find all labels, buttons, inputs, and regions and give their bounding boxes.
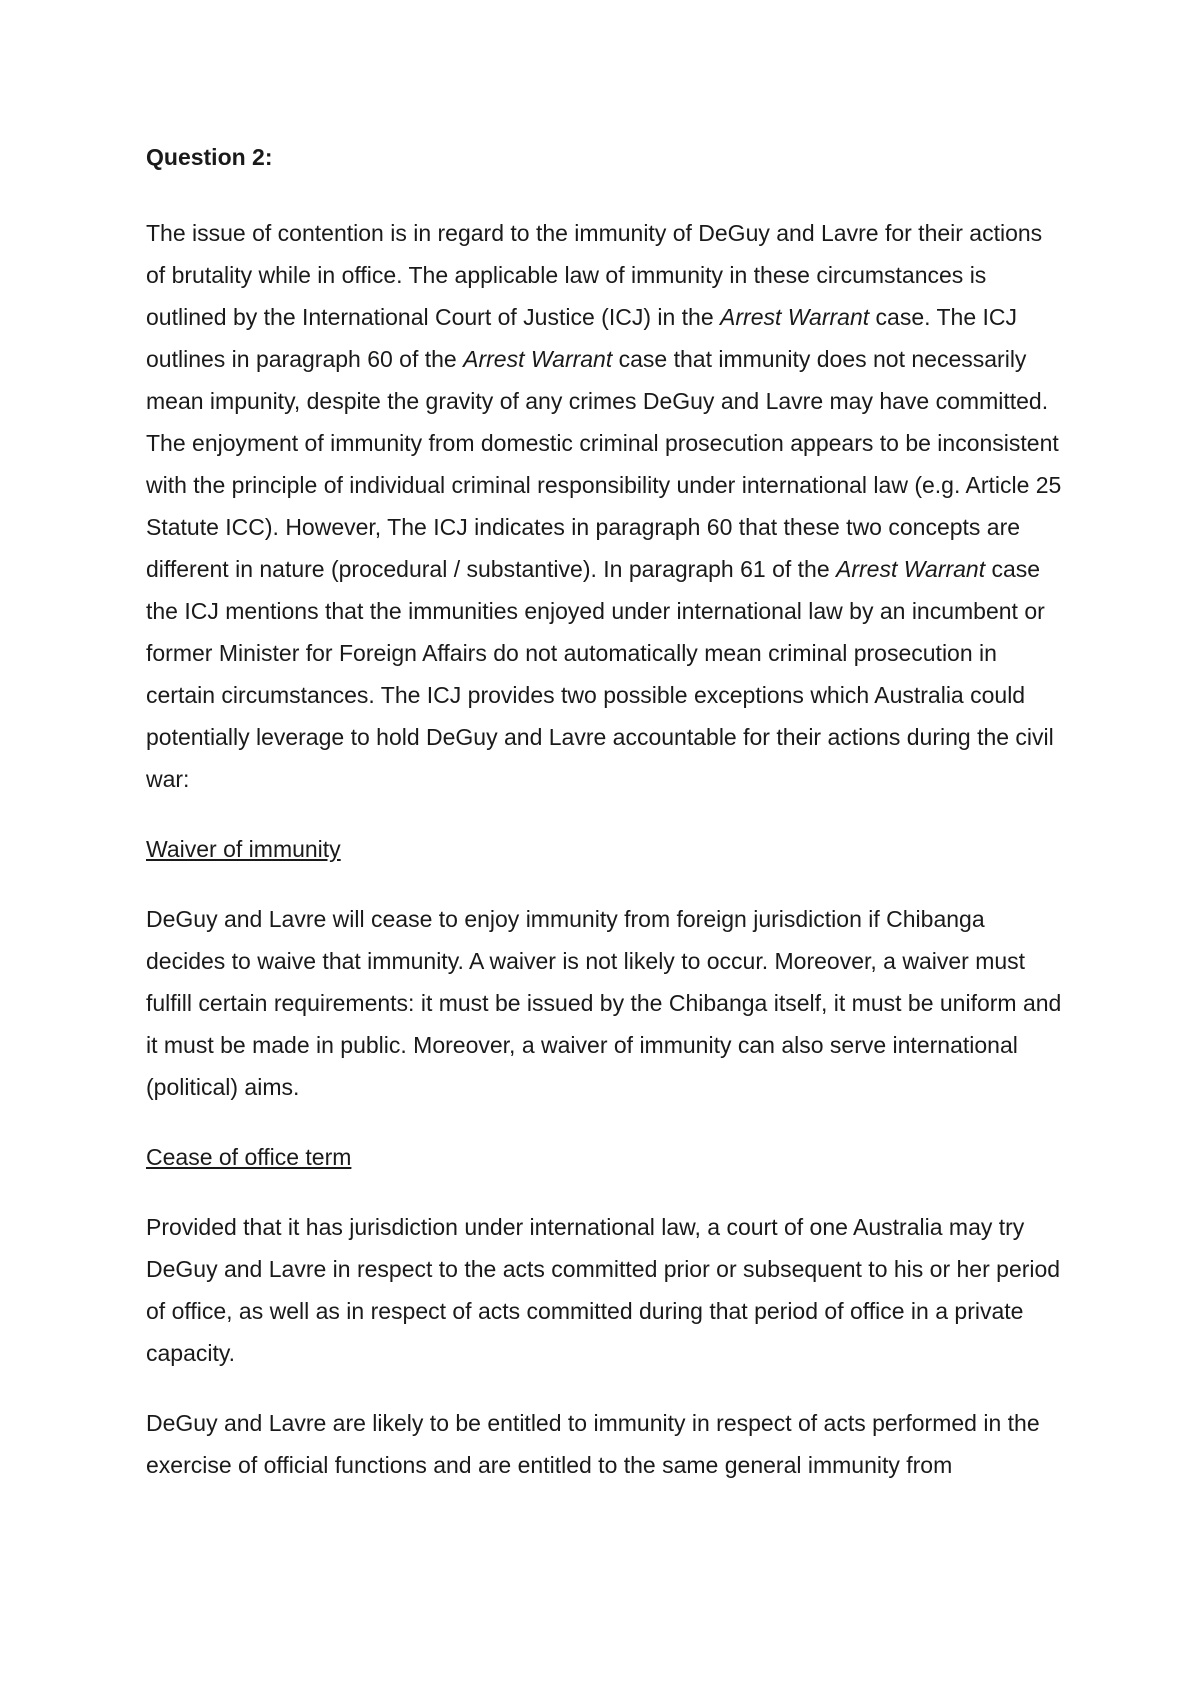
waiver-paragraph: DeGuy and Lavre will cease to enjoy immunity from foreign jurisdiction if Chibanga decides to waive that immunity. A waiver is not likely to occur. Moreover, a waiver must fulfill certain requirements: it must be issued by the Chibanga itself, it must be uniform and it must be made in public. Moreover, a waiver of immunity can also serve international (political) aims. [146,906,1062,1100]
question-heading: Question 2: [146,144,273,170]
case-name-arrest-warrant: Arrest Warrant [463,346,613,372]
subheading-cease-of-office-term: Cease of office term [146,1144,352,1170]
official-functions-paragraph: DeGuy and Lavre are likely to be entitled to immunity in respect of acts performed in the exercise of official functions and are entitled to the same general immunity from [146,1410,1040,1478]
case-name-arrest-warrant: Arrest Warrant [720,304,870,330]
intro-text-part-3: case that immunity does not necessarily mean impunity, despite the gravity of any crimes DeGuy and Lavre may have committed. The enjoyment of immunity from domestic criminal prosecution appears to be inconsistent with the principle of individual criminal responsibility under international law (e.g. Article 25 Statute ICC). However, The ICJ indicates in paragraph 60 that these two concepts are different in nature (procedural / substantive). In paragraph 61 of the [146,346,1062,582]
cease-of-office-paragraph: Provided that it has jurisdiction under international law, a court of one Australia may try DeGuy and Lavre in respect to the acts committed prior or subsequent to his or her period of office, as well as in respect of acts committed during that period of office in a private capacity. [146,1214,1061,1366]
document-page [146,142,1066,1514]
subheading-waiver-of-immunity: Waiver of immunity [146,836,341,862]
case-name-arrest-warrant: Arrest Warrant [836,556,986,582]
intro-text-part-4: case the ICJ mentions that the immunities enjoyed under international law by an incumbent or former Minister for Foreign Affairs do not automatically mean criminal prosecution in certain circumstances. The ICJ provides two possible exceptions which Australia could potentially leverage to hold DeGuy and Lavre accountable for their actions during the civil war: [146,556,1054,792]
intro-text-part-2: case. The ICJ outlines in paragraph 60 of the [146,304,1018,372]
intro-text-part-1: The issue of contention is in regard to the immunity of DeGuy and Lavre for their actions of brutality while in office. The applicable law of immunity in these circumstances is outlined by the International Court of Justice (ICJ) in the [146,220,1043,330]
intro-paragraph [146,212,1066,800]
